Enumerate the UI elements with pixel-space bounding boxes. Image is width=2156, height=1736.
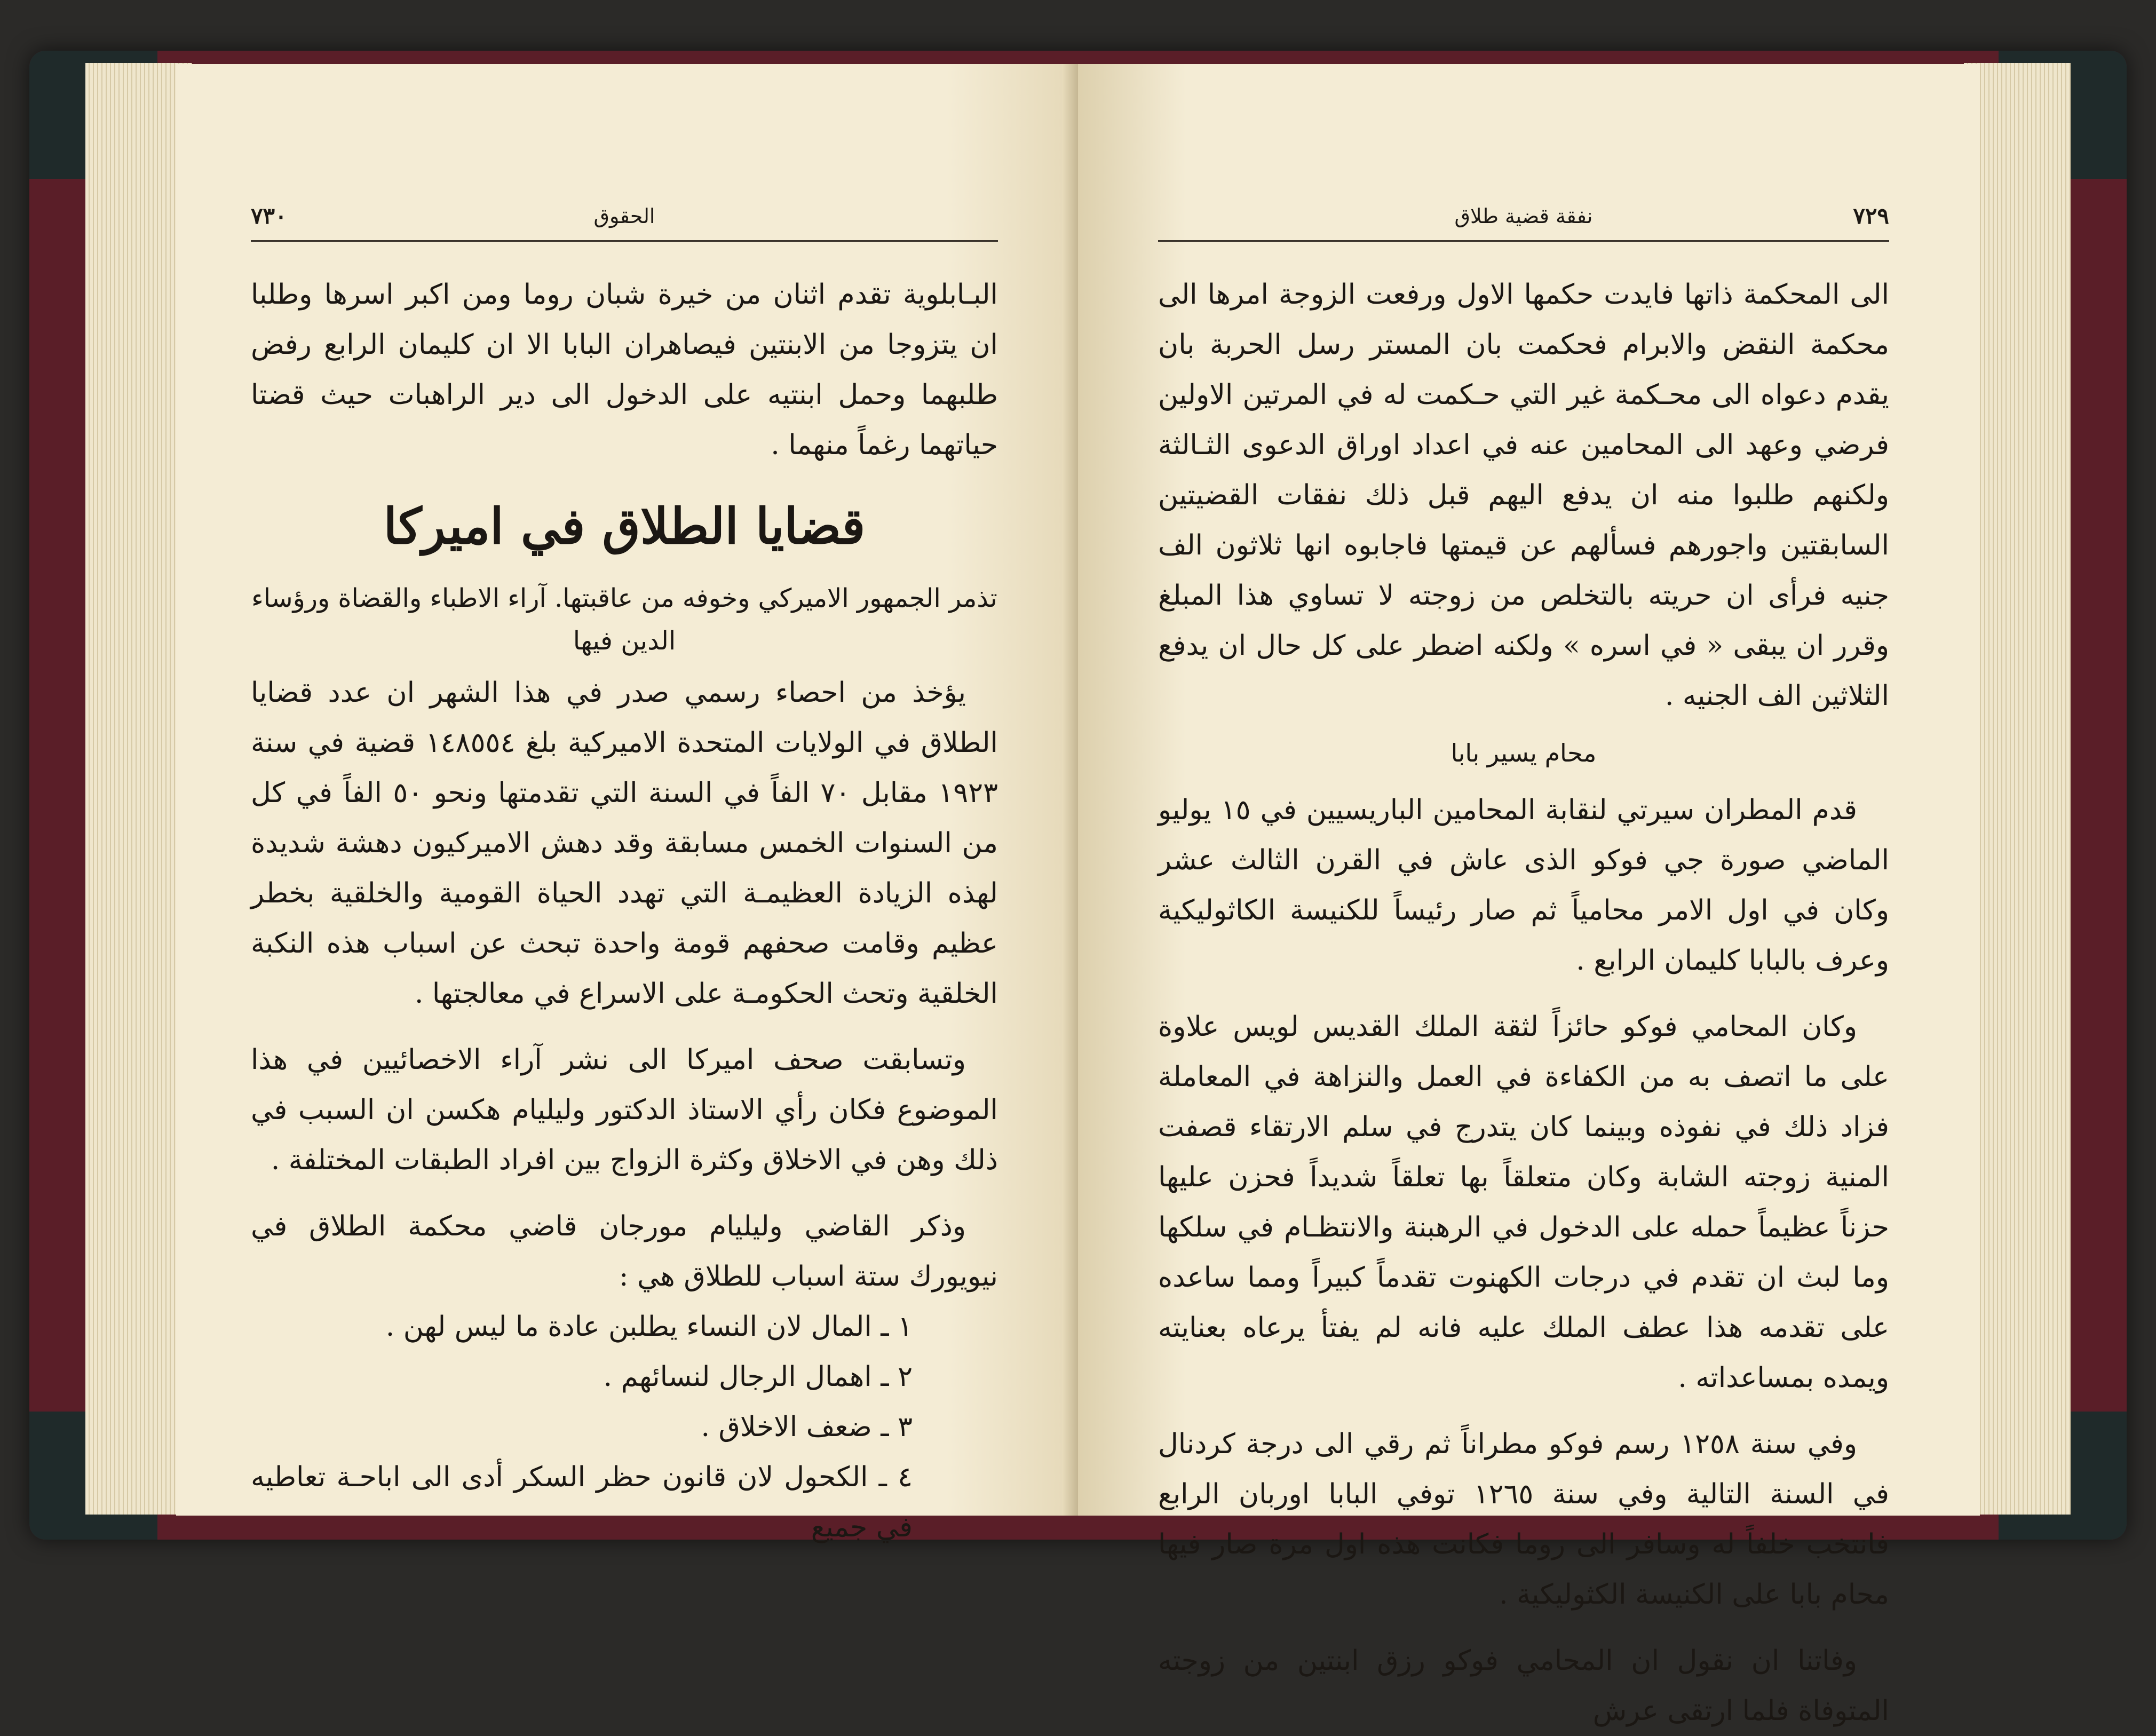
list-item-3: ٣ ـ ضعف الاخلاق . bbox=[701, 1411, 913, 1443]
left-page-number: ٧٣٠ bbox=[251, 203, 287, 229]
right-running-title: نفقة قضية طلاق bbox=[1454, 204, 1593, 228]
left-page bbox=[176, 64, 1083, 1543]
list-item-2: ٢ ـ اهمال الرجال لنسائهم . bbox=[603, 1361, 913, 1393]
left-intro-paragraph: البـابلوية تقدم اثنان من خيرة شبان روما ومن اكبر اسرها وطلبا ان يتزوجا من الابنتين فيصاهران البابا الا ان كليمان الرابع رفض طلبهما وحمل ابنتيه على الدخول الى دير الراهبات حيث قضتا حياتهما رغماً منهما . bbox=[251, 279, 998, 461]
list-item-1: ١ ـ المال لان النساء يطلبن عادة ما ليس لهن . bbox=[385, 1311, 913, 1343]
right-paragraph-4: وفي سنة ١٢٥٨ رسم فوكو مطراناً ثم رقي الى درجة كردنال في السنة التالية وفي سنة ١٢٦٥ توفي البابا اوربان الرابع فانتخب خلفاً له وسافر الى روما فكانت هذه اول مرة صار فيها محام بابا على الكنيسة الكثوليكية . bbox=[1158, 1428, 1890, 1611]
right-paragraph-2: قدم المطران سيرتي لنقابة المحامين الباريسيين في ١٥ يوليو الماضي صورة جي فوكو الذى عاش في القرن الثالث عشر وكان في اول الامر محامياً ثم صار رئيساً للكنيسة الكاثوليكية وعرف بالبابا كليمان الرابع . bbox=[1158, 794, 1889, 977]
right-page-number: ٧٢٩ bbox=[1853, 203, 1889, 229]
right-page-body bbox=[1158, 269, 1889, 1736]
left-paragraph-3: وذكر القاضي وليليام مورجان قاضي محكمة الطلاق في نيويورك ستة اسباب للطلاق هي : bbox=[251, 1210, 998, 1293]
left-page-header bbox=[251, 200, 998, 243]
right-header-rule bbox=[1158, 240, 1889, 242]
left-paragraph-2: وتسابقت صحف اميركا الى نشر آراء الاخصائيين في هذا الموضوع فكان رأي الاستاذ الدكتور وليليام هكسن ان السبب في ذلك وهن في الاخلاق وكثرة الزواج بين افراد الطبقات المختلفة . bbox=[251, 1044, 998, 1176]
article-lead: تذمر الجمهور الاميركي وخوفه من عاقبتها. آراء الاطباء والقضاة ورؤساء الدين فيها bbox=[251, 583, 997, 656]
page-edges-right bbox=[1964, 63, 2071, 1515]
right-paragraph-5: وفاتنا ان نقول ان المحامي فوكو رزق ابنتين من زوجته المتوفاة فلما ارتقى عرش bbox=[1158, 1645, 1889, 1727]
list-item-4: ٤ ـ الكحول لان قانون حظر السكر أدى الى اباحـة تعاطيه في جميع bbox=[251, 1461, 913, 1543]
left-running-title: الحقوق bbox=[593, 204, 655, 228]
right-page-header bbox=[1158, 200, 1889, 243]
right-paragraph-3: وكان المحامي فوكو حائزاً لثقة الملك القديس لويس علاوة على ما اتصف به من الكفاءة في العمل والنزاهة في المعاملة فزاد ذلك في نفوذه وبينما كان يتدرج في سلم الارتقاء قصفت المنية زوجته الشابة وكان متعلقاً بها تعلقاً شديداً فحزن عليها حزناً عظيماً حمله على الدخول في الرهبنة والانتظـام في سلكها وما لبث ان تقدم في درجات الكهنوت تقدماً كبيراً ومما ساعده على تقدمه هذا عطف الملك عليه فانه لم يفتأ يرعاه بعنايته ويمده بمساعداته . bbox=[1158, 1011, 1889, 1394]
left-paragraph-1: يؤخذ من احصاء رسمي صدر في هذا الشهر ان عدد قضايا الطلاق في الولايات المتحدة الاميركية بلغ ١٤٨٥٥٤ قضية في سنة ١٩٢٣ مقابل ٧٠ الفاً في السنة التي تقدمتها ونحو ٥٠ الفاً في كل من السنوات الخمس مسابقة وقد دهش الاميركيون دهشة شديدة لهذه الزيادة العظيمـة التي تهدد الحياة القومية والخلقية بخطر عظيم وقامت صحفهم قومة واحدة تبحث عن اسباب هذه النكبة الخلقية وتحث الحكومـة على الاسراع في معالجتها . bbox=[251, 677, 998, 1010]
right-paragraph-1: الى المحكمة ذاتها فايدت حكمها الاول ورفعت الزوجة امرها الى محكمة النقض والابرام فحكمت بان المستر رسل الحربة بان يقدم دعواه الى محـكمة غير التي حـكمت له في المرتين الاولين فرضي وعهد الى المحامين عنه في اعداد اوراق الدعوى الثـالثة ولكنهم طلبوا منه ان يدفع اليهم قبل ذلك نفقات القضيتين السابقتين واجورهم فسألهم عن قيمتها فاجابوه انها ثلاثون الف جنيه فرأى ان حريته بالتخلص من زوجته لا تساوي هذا المبلغ وقرر ان يبقى « في اسره » ولكنه اضطر على كل حال ان يدفع الثلاثين الف الجنيه . bbox=[1158, 279, 1889, 712]
left-header-rule bbox=[251, 240, 998, 242]
left-page-body bbox=[251, 269, 998, 1552]
right-subheading: محام يسير بابا bbox=[1450, 739, 1597, 767]
right-page bbox=[1078, 64, 1980, 1727]
article-heading: قضايا الطلاق في اميركا bbox=[383, 497, 866, 555]
